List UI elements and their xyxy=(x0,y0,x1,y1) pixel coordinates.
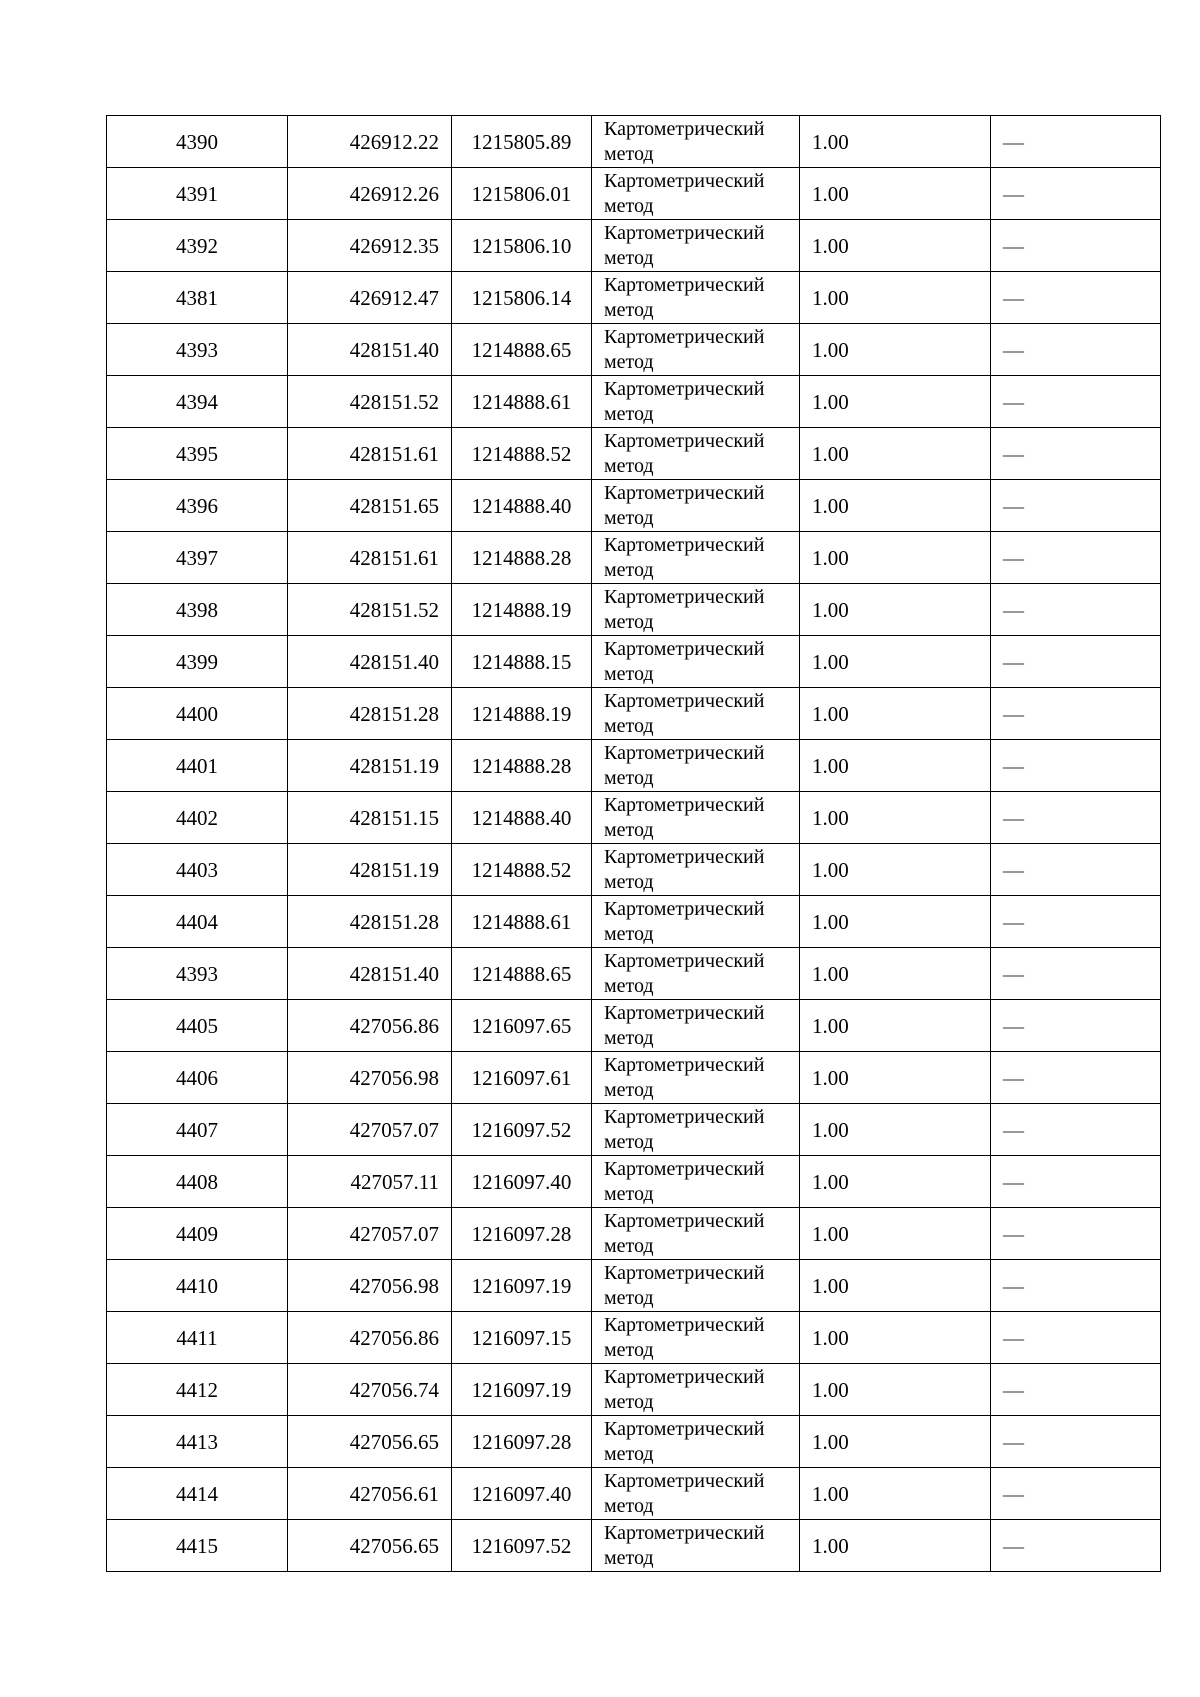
table-row xyxy=(107,740,1161,792)
table-row xyxy=(107,1520,1161,1572)
x-coordinate-cell: 427056.74 xyxy=(288,1364,452,1416)
point-number-cell: 4408 xyxy=(107,1156,288,1208)
x-coordinate-cell: 428151.19 xyxy=(288,844,452,896)
table-row xyxy=(107,480,1161,532)
x-coordinate-cell: 428151.19 xyxy=(288,740,452,792)
method-line-2: метод xyxy=(604,1130,654,1153)
description-cell: — xyxy=(991,1468,1161,1520)
y-coordinate-cell: 1216097.19 xyxy=(452,1364,592,1416)
point-number-cell: 4406 xyxy=(107,1052,288,1104)
table-row xyxy=(107,1260,1161,1312)
method-line-2: метод xyxy=(604,818,654,841)
accuracy-cell: 1.00 xyxy=(800,896,991,948)
description-cell: — xyxy=(991,272,1161,324)
table-row xyxy=(107,1364,1161,1416)
x-coordinate-cell: 427056.86 xyxy=(288,1312,452,1364)
x-coordinate-cell: 428151.52 xyxy=(288,376,452,428)
method-cell xyxy=(592,844,800,896)
method-cell xyxy=(592,948,800,1000)
accuracy-cell: 1.00 xyxy=(800,168,991,220)
point-number-cell: 4397 xyxy=(107,532,288,584)
method-line-2: метод xyxy=(604,766,654,789)
x-coordinate-cell: 428151.28 xyxy=(288,896,452,948)
method-cell xyxy=(592,740,800,792)
table-row xyxy=(107,688,1161,740)
table-row xyxy=(107,376,1161,428)
x-coordinate-cell: 427056.98 xyxy=(288,1052,452,1104)
method-line-1: Картометрический xyxy=(604,117,765,140)
method-cell xyxy=(592,1312,800,1364)
method-cell xyxy=(592,376,800,428)
table-row xyxy=(107,1000,1161,1052)
description-cell: — xyxy=(991,1000,1161,1052)
point-number-cell: 4393 xyxy=(107,948,288,1000)
description-cell: — xyxy=(991,1364,1161,1416)
x-coordinate-cell: 426912.35 xyxy=(288,220,452,272)
accuracy-cell: 1.00 xyxy=(800,376,991,428)
method-line-1: Картометрический xyxy=(604,377,765,400)
x-coordinate-cell: 426912.47 xyxy=(288,272,452,324)
description-cell: — xyxy=(991,1052,1161,1104)
x-coordinate-cell: 428151.40 xyxy=(288,948,452,1000)
method-cell xyxy=(592,1520,800,1572)
description-cell: — xyxy=(991,376,1161,428)
description-cell: — xyxy=(991,896,1161,948)
x-coordinate-cell: 427056.65 xyxy=(288,1520,452,1572)
method-line-2: метод xyxy=(604,974,654,997)
method-cell xyxy=(592,1416,800,1468)
accuracy-cell: 1.00 xyxy=(800,1468,991,1520)
point-number-cell: 4391 xyxy=(107,168,288,220)
y-coordinate-cell: 1215806.14 xyxy=(452,272,592,324)
accuracy-cell: 1.00 xyxy=(800,1312,991,1364)
point-number-cell: 4412 xyxy=(107,1364,288,1416)
method-line-2: метод xyxy=(604,350,654,373)
table-row xyxy=(107,1156,1161,1208)
accuracy-cell: 1.00 xyxy=(800,1260,991,1312)
x-coordinate-cell: 427056.86 xyxy=(288,1000,452,1052)
y-coordinate-cell: 1216097.40 xyxy=(452,1156,592,1208)
point-number-cell: 4392 xyxy=(107,220,288,272)
y-coordinate-cell: 1214888.40 xyxy=(452,480,592,532)
description-cell: — xyxy=(991,168,1161,220)
method-cell xyxy=(592,532,800,584)
y-coordinate-cell: 1214888.15 xyxy=(452,636,592,688)
accuracy-cell: 1.00 xyxy=(800,1520,991,1572)
description-cell: — xyxy=(991,480,1161,532)
description-cell: — xyxy=(991,740,1161,792)
accuracy-cell: 1.00 xyxy=(800,428,991,480)
method-cell xyxy=(592,272,800,324)
description-cell: — xyxy=(991,1260,1161,1312)
accuracy-cell: 1.00 xyxy=(800,480,991,532)
method-cell xyxy=(592,116,800,168)
method-line-2: метод xyxy=(604,1182,654,1205)
accuracy-cell: 1.00 xyxy=(800,1156,991,1208)
table-row xyxy=(107,844,1161,896)
method-cell xyxy=(592,896,800,948)
method-line-2: метод xyxy=(604,454,654,477)
accuracy-cell: 1.00 xyxy=(800,532,991,584)
method-cell xyxy=(592,168,800,220)
description-cell: — xyxy=(991,1104,1161,1156)
method-line-1: Картометрический xyxy=(604,897,765,920)
method-line-1: Картометрический xyxy=(604,845,765,868)
method-cell xyxy=(592,480,800,532)
accuracy-cell: 1.00 xyxy=(800,1364,991,1416)
y-coordinate-cell: 1214888.19 xyxy=(452,688,592,740)
method-line-1: Картометрический xyxy=(604,585,765,608)
point-number-cell: 4393 xyxy=(107,324,288,376)
y-coordinate-cell: 1214888.52 xyxy=(452,428,592,480)
y-coordinate-cell: 1215805.89 xyxy=(452,116,592,168)
x-coordinate-cell: 427056.65 xyxy=(288,1416,452,1468)
method-line-1: Картометрический xyxy=(604,325,765,348)
method-line-2: метод xyxy=(604,298,654,321)
table-row xyxy=(107,948,1161,1000)
method-line-2: метод xyxy=(604,1390,654,1413)
point-number-cell: 4400 xyxy=(107,688,288,740)
method-line-2: метод xyxy=(604,714,654,737)
table-row xyxy=(107,1468,1161,1520)
description-cell: — xyxy=(991,1312,1161,1364)
accuracy-cell: 1.00 xyxy=(800,1416,991,1468)
method-line-1: Картометрический xyxy=(604,1261,765,1284)
y-coordinate-cell: 1215806.01 xyxy=(452,168,592,220)
point-number-cell: 4415 xyxy=(107,1520,288,1572)
table-body xyxy=(107,116,1161,1572)
y-coordinate-cell: 1214888.61 xyxy=(452,896,592,948)
table-row xyxy=(107,1416,1161,1468)
y-coordinate-cell: 1214888.19 xyxy=(452,584,592,636)
method-cell xyxy=(592,1364,800,1416)
method-line-2: метод xyxy=(604,506,654,529)
accuracy-cell: 1.00 xyxy=(800,1052,991,1104)
x-coordinate-cell: 427056.98 xyxy=(288,1260,452,1312)
point-number-cell: 4403 xyxy=(107,844,288,896)
description-cell: — xyxy=(991,844,1161,896)
description-cell: — xyxy=(991,428,1161,480)
method-line-1: Картометрический xyxy=(604,533,765,556)
table-row xyxy=(107,1312,1161,1364)
accuracy-cell: 1.00 xyxy=(800,792,991,844)
method-line-2: метод xyxy=(604,194,654,217)
description-cell: — xyxy=(991,792,1161,844)
point-number-cell: 4404 xyxy=(107,896,288,948)
method-line-1: Картометрический xyxy=(604,1365,765,1388)
accuracy-cell: 1.00 xyxy=(800,584,991,636)
accuracy-cell: 1.00 xyxy=(800,948,991,1000)
method-cell xyxy=(592,688,800,740)
table-row xyxy=(107,584,1161,636)
method-line-1: Картометрический xyxy=(604,949,765,972)
method-line-1: Картометрический xyxy=(604,793,765,816)
y-coordinate-cell: 1214888.40 xyxy=(452,792,592,844)
method-cell xyxy=(592,1104,800,1156)
point-number-cell: 4402 xyxy=(107,792,288,844)
description-cell: — xyxy=(991,948,1161,1000)
y-coordinate-cell: 1216097.28 xyxy=(452,1208,592,1260)
point-number-cell: 4390 xyxy=(107,116,288,168)
method-line-1: Картометрический xyxy=(604,1469,765,1492)
y-coordinate-cell: 1216097.52 xyxy=(452,1520,592,1572)
accuracy-cell: 1.00 xyxy=(800,844,991,896)
accuracy-cell: 1.00 xyxy=(800,1104,991,1156)
accuracy-cell: 1.00 xyxy=(800,636,991,688)
method-line-2: метод xyxy=(604,870,654,893)
point-number-cell: 4394 xyxy=(107,376,288,428)
accuracy-cell: 1.00 xyxy=(800,740,991,792)
x-coordinate-cell: 428151.65 xyxy=(288,480,452,532)
y-coordinate-cell: 1216097.19 xyxy=(452,1260,592,1312)
point-number-cell: 4410 xyxy=(107,1260,288,1312)
description-cell: — xyxy=(991,532,1161,584)
table-row xyxy=(107,1052,1161,1104)
description-cell: — xyxy=(991,1208,1161,1260)
method-cell xyxy=(592,1052,800,1104)
description-cell: — xyxy=(991,220,1161,272)
x-coordinate-cell: 428151.15 xyxy=(288,792,452,844)
x-coordinate-cell: 428151.40 xyxy=(288,636,452,688)
point-number-cell: 4401 xyxy=(107,740,288,792)
method-line-2: метод xyxy=(604,1494,654,1517)
method-line-1: Картометрический xyxy=(604,1313,765,1336)
x-coordinate-cell: 427056.61 xyxy=(288,1468,452,1520)
y-coordinate-cell: 1214888.52 xyxy=(452,844,592,896)
accuracy-cell: 1.00 xyxy=(800,1208,991,1260)
method-cell xyxy=(592,1260,800,1312)
y-coordinate-cell: 1214888.65 xyxy=(452,948,592,1000)
point-number-cell: 4405 xyxy=(107,1000,288,1052)
method-line-2: метод xyxy=(604,662,654,685)
x-coordinate-cell: 426912.22 xyxy=(288,116,452,168)
x-coordinate-cell: 428151.61 xyxy=(288,428,452,480)
table-row xyxy=(107,896,1161,948)
description-cell: — xyxy=(991,688,1161,740)
y-coordinate-cell: 1215806.10 xyxy=(452,220,592,272)
method-line-1: Картометрический xyxy=(604,1105,765,1128)
table-row xyxy=(107,168,1161,220)
x-coordinate-cell: 428151.28 xyxy=(288,688,452,740)
point-number-cell: 4398 xyxy=(107,584,288,636)
table-row xyxy=(107,532,1161,584)
table-row xyxy=(107,1104,1161,1156)
method-cell xyxy=(592,636,800,688)
table-row xyxy=(107,636,1161,688)
method-cell xyxy=(592,1468,800,1520)
table-row xyxy=(107,116,1161,168)
method-line-1: Картометрический xyxy=(604,273,765,296)
method-line-1: Картометрический xyxy=(604,1001,765,1024)
description-cell: — xyxy=(991,1156,1161,1208)
point-number-cell: 4396 xyxy=(107,480,288,532)
method-line-1: Картометрический xyxy=(604,1157,765,1180)
point-number-cell: 4409 xyxy=(107,1208,288,1260)
point-number-cell: 4414 xyxy=(107,1468,288,1520)
method-cell xyxy=(592,584,800,636)
coordinates-table xyxy=(106,115,1161,1572)
method-cell xyxy=(592,220,800,272)
method-line-2: метод xyxy=(604,922,654,945)
method-line-2: метод xyxy=(604,610,654,633)
x-coordinate-cell: 427057.11 xyxy=(288,1156,452,1208)
method-line-1: Картометрический xyxy=(604,637,765,660)
method-line-1: Картометрический xyxy=(604,169,765,192)
y-coordinate-cell: 1216097.65 xyxy=(452,1000,592,1052)
method-line-2: метод xyxy=(604,1078,654,1101)
y-coordinate-cell: 1214888.28 xyxy=(452,532,592,584)
method-line-2: метод xyxy=(604,1026,654,1049)
x-coordinate-cell: 428151.61 xyxy=(288,532,452,584)
accuracy-cell: 1.00 xyxy=(800,220,991,272)
method-cell xyxy=(592,792,800,844)
description-cell: — xyxy=(991,116,1161,168)
table-row xyxy=(107,1208,1161,1260)
method-line-1: Картометрический xyxy=(604,221,765,244)
point-number-cell: 4413 xyxy=(107,1416,288,1468)
accuracy-cell: 1.00 xyxy=(800,1000,991,1052)
description-cell: — xyxy=(991,324,1161,376)
method-line-1: Картометрический xyxy=(604,1417,765,1440)
point-number-cell: 4407 xyxy=(107,1104,288,1156)
point-number-cell: 4395 xyxy=(107,428,288,480)
method-cell xyxy=(592,428,800,480)
method-line-2: метод xyxy=(604,142,654,165)
method-line-1: Картометрический xyxy=(604,1209,765,1232)
method-cell xyxy=(592,1156,800,1208)
method-line-2: метод xyxy=(604,246,654,269)
x-coordinate-cell: 427057.07 xyxy=(288,1104,452,1156)
description-cell: — xyxy=(991,1416,1161,1468)
method-cell xyxy=(592,1208,800,1260)
y-coordinate-cell: 1216097.15 xyxy=(452,1312,592,1364)
method-line-2: метод xyxy=(604,1442,654,1465)
x-coordinate-cell: 426912.26 xyxy=(288,168,452,220)
method-line-2: метод xyxy=(604,1338,654,1361)
y-coordinate-cell: 1216097.52 xyxy=(452,1104,592,1156)
description-cell: — xyxy=(991,636,1161,688)
method-line-2: метод xyxy=(604,558,654,581)
method-line-2: метод xyxy=(604,1546,654,1569)
accuracy-cell: 1.00 xyxy=(800,272,991,324)
table-row xyxy=(107,428,1161,480)
y-coordinate-cell: 1216097.40 xyxy=(452,1468,592,1520)
method-line-1: Картометрический xyxy=(604,429,765,452)
point-number-cell: 4411 xyxy=(107,1312,288,1364)
x-coordinate-cell: 428151.40 xyxy=(288,324,452,376)
table-row xyxy=(107,272,1161,324)
method-line-1: Картометрический xyxy=(604,741,765,764)
x-coordinate-cell: 427057.07 xyxy=(288,1208,452,1260)
table-row xyxy=(107,792,1161,844)
method-line-1: Картометрический xyxy=(604,481,765,504)
table-row xyxy=(107,324,1161,376)
description-cell: — xyxy=(991,584,1161,636)
method-line-2: метод xyxy=(604,1286,654,1309)
accuracy-cell: 1.00 xyxy=(800,116,991,168)
description-cell: — xyxy=(991,1520,1161,1572)
y-coordinate-cell: 1216097.28 xyxy=(452,1416,592,1468)
method-line-2: метод xyxy=(604,402,654,425)
method-line-1: Картометрический xyxy=(604,1521,765,1544)
y-coordinate-cell: 1216097.61 xyxy=(452,1052,592,1104)
accuracy-cell: 1.00 xyxy=(800,324,991,376)
y-coordinate-cell: 1214888.28 xyxy=(452,740,592,792)
table-row xyxy=(107,220,1161,272)
method-line-1: Картометрический xyxy=(604,1053,765,1076)
y-coordinate-cell: 1214888.61 xyxy=(452,376,592,428)
point-number-cell: 4381 xyxy=(107,272,288,324)
x-coordinate-cell: 428151.52 xyxy=(288,584,452,636)
method-cell xyxy=(592,1000,800,1052)
method-line-2: метод xyxy=(604,1234,654,1257)
point-number-cell: 4399 xyxy=(107,636,288,688)
method-cell xyxy=(592,324,800,376)
y-coordinate-cell: 1214888.65 xyxy=(452,324,592,376)
accuracy-cell: 1.00 xyxy=(800,688,991,740)
method-line-1: Картометрический xyxy=(604,689,765,712)
